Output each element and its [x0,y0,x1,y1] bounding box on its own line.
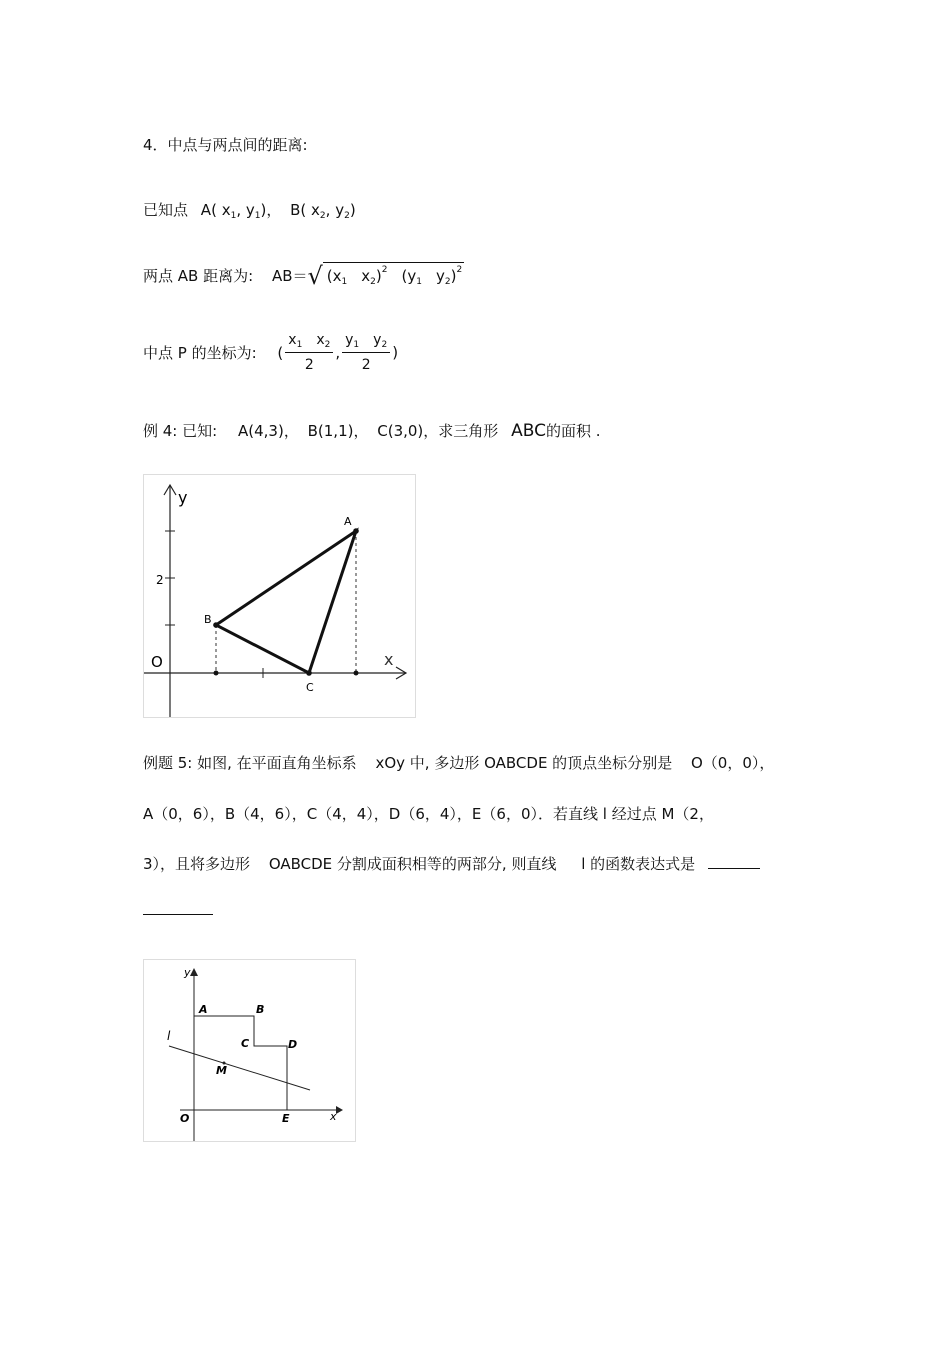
line-label-l: l [167,1029,171,1043]
origin-label: O [151,653,163,671]
vertex-label-d: D [288,1038,298,1051]
vertex-label-a: A [344,515,352,528]
subscript: 1 [254,211,261,221]
subscript: 1 [230,211,237,221]
example-5-text: OABCDE 分割成面积相等的两部分, 则直线 [268,855,557,873]
line-l [169,1046,310,1090]
y-var: y [373,332,382,348]
square-exponent: 2 [456,265,463,275]
triangle-abc [216,531,356,673]
sqrt-sign: √ [307,262,323,290]
distance-prefix: 两点 AB 距离为: [143,267,254,285]
sqrt-radicand: ($x_1$ $x_2)^2$ ($y_1$ $y_2)^2$ [323,262,464,287]
example-5-text: 3），且将多边形 [143,855,251,873]
x-var: x [288,332,297,348]
point-label-m: M [216,1064,227,1077]
example-5-text: l 的函数表达式是 [581,855,696,873]
y-axis-label: y [178,488,188,507]
subscript: 2 [444,277,451,287]
x-axis-arrow [336,1106,343,1114]
vertex-label-a: A [199,1003,208,1016]
x-axis-label: x [330,1110,337,1123]
y-var: y [335,201,345,219]
point-b-dot [213,622,219,628]
vertex-label-c: C [306,681,314,694]
x-var: x [332,267,342,285]
point-c: C(3,0) [377,422,424,440]
denominator: 2 [361,357,371,373]
example-5-text: xOy 中, 多边形 OABCDE 的顶点坐标分别是 [375,754,673,772]
midpoint-formula-line: 中点 P 的坐标为: ( $\frac{x_1 x_2}{2}$ , $\frac{y_1 y_2}{2}$ ) [143,332,399,373]
section-heading: 4．中点与两点间的距离: [143,136,308,154]
example-5-line-2: A（0，6），B（4，6），C（4，4），D（6，4），E（6，0）．若直线 l 经过点 M（2， [143,805,714,823]
example-5-text: O（0，0）， [690,754,775,772]
distance-lhs: AB＝ [271,267,308,285]
midpoint-y-fraction [342,332,390,373]
example-4-ask: ，求三角形 [423,422,499,440]
vertex-label-o: O [180,1112,190,1125]
polygon-oabcde [194,1016,287,1110]
y-var: y [407,267,417,285]
example-4-given: 已知: [182,422,218,440]
vertex-label-c: C [241,1037,250,1050]
subscript: 2 [381,340,388,350]
y-axis-arrow [190,968,198,976]
vertex-label-b: B [256,1003,265,1016]
example-4-tail: 的面积 . [545,422,601,440]
x-var: x [361,267,371,285]
subscript: 1 [296,340,303,350]
y-axis-label: y [184,966,191,979]
distance-formula-line [143,262,464,290]
y-tick-label-2: 2 [156,573,164,587]
subscript: 2 [324,340,331,350]
square-exponent: 2 [381,265,388,275]
polygon-figure [143,959,356,1142]
subscript: 2 [344,211,350,221]
midpoint-prefix: 中点 P 的坐标为: [143,344,257,362]
example-5-line-3 [143,853,760,874]
example-4-line: 例 4: 已知: A(4,3)， B(1,1)， C(3,0)，求三角形 ABC的面积 . [143,421,601,441]
point-b-label: B [290,201,301,219]
midpoint-x-fraction [285,332,333,373]
x-var: x [221,201,231,219]
x-var: x [316,332,325,348]
subscript: 1 [353,340,360,350]
example-5-text: 例题 5: 如图, 在平面直角坐标系 [143,754,357,772]
subscript: 1 [416,277,422,287]
point-a-label: A [200,201,212,219]
subscript: 2 [319,211,326,221]
vertex-label-b: B [204,613,212,626]
y-var: y [345,332,354,348]
denominator: 2 [304,357,314,373]
subscript: 1 [341,277,348,287]
example-4-label: 例 4: [143,422,178,440]
x-var: x [311,201,320,219]
x-axis-label: x [384,650,394,669]
vertex-label-e: E [282,1112,290,1125]
y-var: y [435,267,445,285]
point-c-dot [306,670,312,676]
given-prefix: 已知点 [143,201,189,219]
example-5-line-1 [143,752,774,773]
x-foot-a-dot [354,671,359,676]
given-points-line: 已知点 A( $x_1$, $y_1$)， B( $x_2$, $y_2$) [143,201,356,221]
triangle-figure-svg [144,475,415,717]
point-a-dot [353,528,359,534]
y-var: y [245,201,255,219]
x-foot-b-dot [214,671,219,676]
polygon-figure-svg [144,960,355,1141]
point-a: A(4,3) [238,422,284,440]
subscript: 2 [370,277,376,287]
answer-blank-continued[interactable] [143,914,213,915]
answer-blank[interactable] [708,868,760,869]
triangle-figure [143,474,416,718]
point-b: B(1,1) [307,422,354,440]
triangle-name: ABC [511,421,546,441]
